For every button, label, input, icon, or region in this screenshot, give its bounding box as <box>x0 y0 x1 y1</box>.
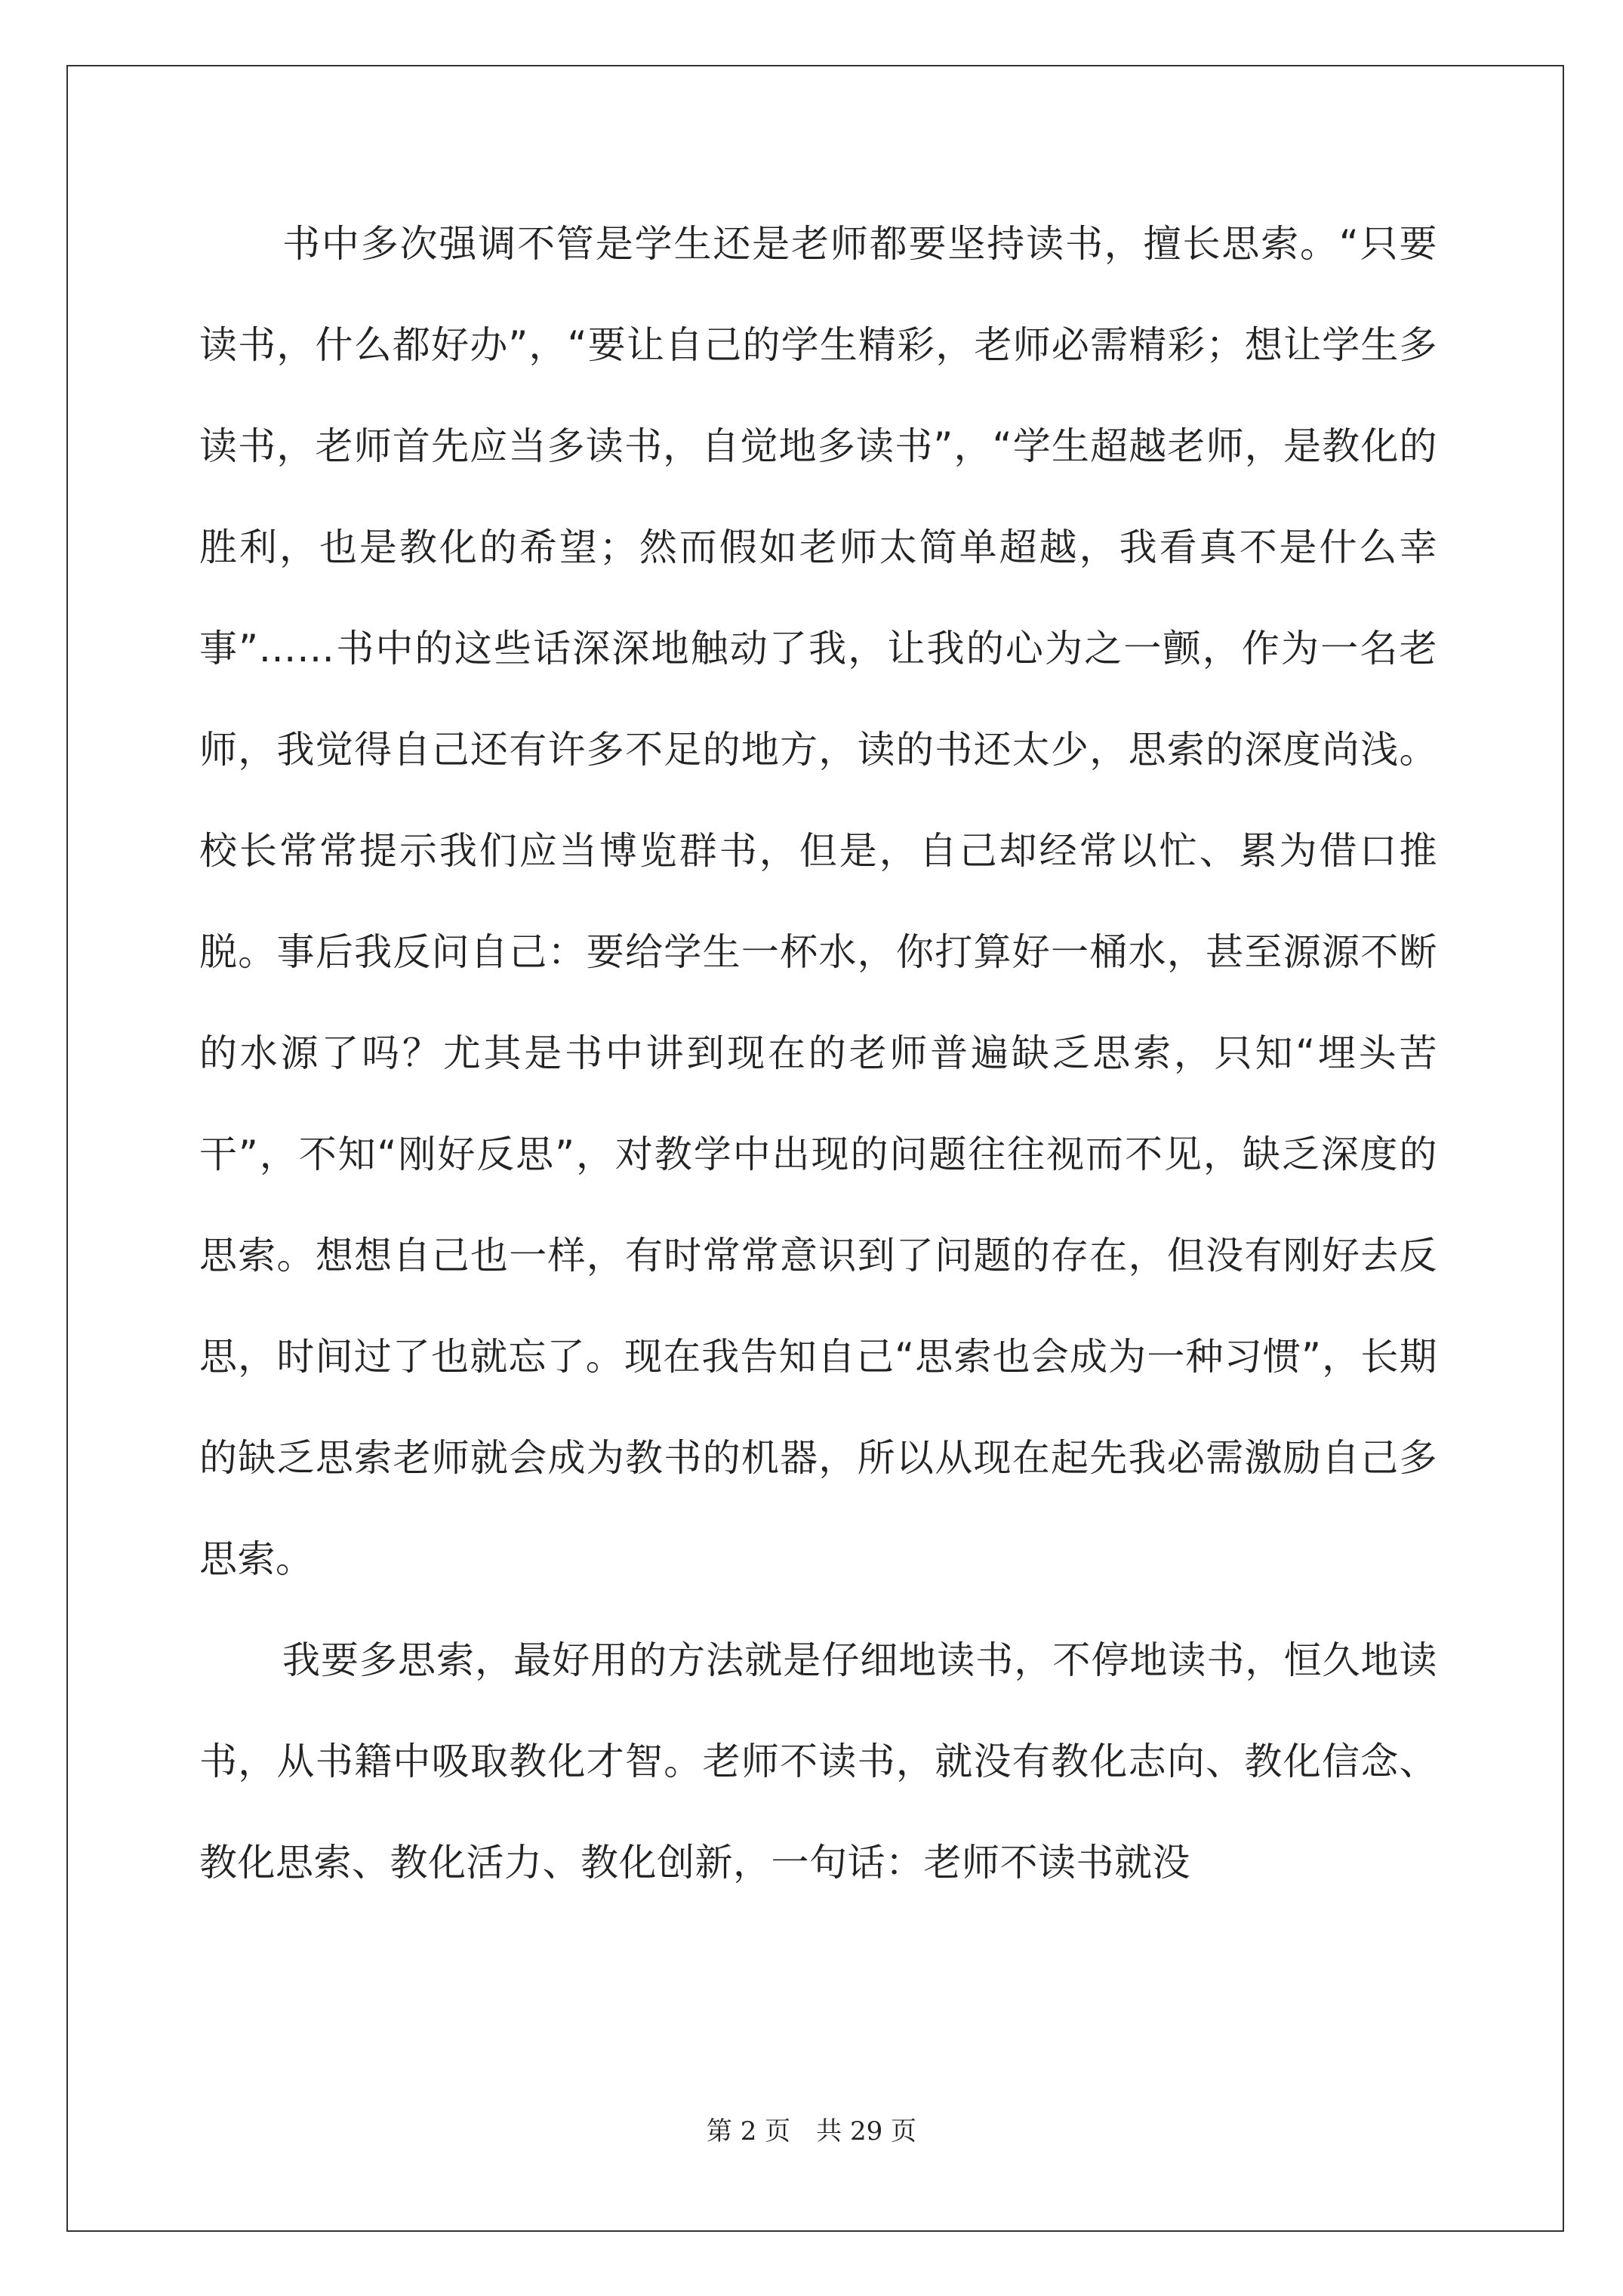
paragraph-1: 书中多次强调不管是学生还是老师都要坚持读书，擅长思索。“只要读书，什么都好办”，“要让自己的学生精彩，老师必需精彩；想让学生多读书，老师首先应当多读书，自觉地多读书”，“学生超越老师，是教化的胜利，也是教化的希望；然而假如老师太简单超越，我看真不是什么幸事”……书中的这些话深深地触动了我，让我的心为之一颤，作为一名老师，我觉得自己还有许多不足的地方，读的书还太少，思索的深度尚浅。校长常常提示我们应当博览群书，但是，自己却经常以忙、累为借口推脱。事后我反问自己：要给学生一杯水，你打算好一桶水，甚至源源不断的水源了吗？尤其是书中讲到现在的老师普遍缺乏思索，只知“埋头苦干”，不知“刚好反思”，对教学中出现的问题往往视而不见，缺乏深度的思索。想想自己也一样，有时常常意识到了问题的存在，但没有刚好去反思，时间过了也就忘了。现在我告知自己“思索也会成为一种习惯”，长期的缺乏思索老师就会成为教书的机器，所以从现在起先我必需激励自己多思索。 <box>199 222 1437 1581</box>
document-body <box>199 193 1437 1913</box>
page-number-footer: 第 2 页 共 29 页 <box>706 2116 917 2147</box>
paragraph-2: 我要多思索，最好用的方法就是仔细地读书，不停地读书，恒久地读书，从书籍中吸取教化才智。老师不读书，就没有教化志向、教化信念、教化思索、教化活力、教化创新，一句话：老师不读书就没 <box>199 1638 1437 1885</box>
